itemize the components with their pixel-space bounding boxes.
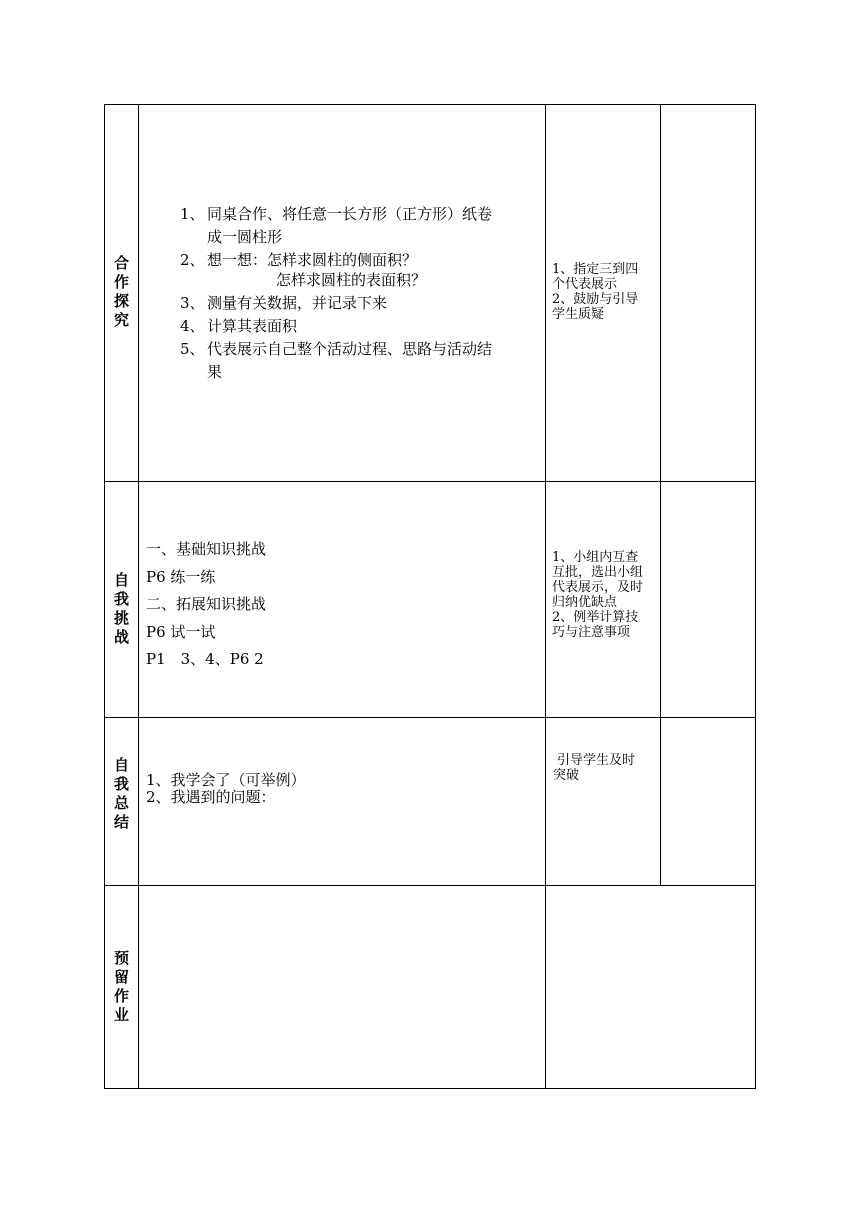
item-text: 成一圆柱形 <box>207 228 283 246</box>
challenge-line: P6 练一练 <box>146 567 216 586</box>
label-char: 结 <box>113 813 129 831</box>
table-border-top <box>104 104 756 105</box>
label-char: 探 <box>113 292 129 310</box>
note-line: 1、指定三到四 <box>552 262 639 277</box>
note-line: 2、鼓励与引导 <box>552 292 639 307</box>
label-char: 作 <box>113 273 129 291</box>
activity-item <box>180 203 542 249</box>
label-char: 我 <box>113 590 129 608</box>
item-text: 想一想：怎样求圆柱的侧面积？ <box>207 251 418 269</box>
column-divider <box>138 104 139 1089</box>
label-char: 自 <box>113 571 129 589</box>
note-line: 代表展示，及时 <box>552 580 644 595</box>
challenge-line: 一、基础知识挑战 <box>146 540 267 558</box>
item-number: 5、 <box>180 340 205 358</box>
challenge-line: P6 试一试 <box>146 622 216 641</box>
label-char: 合 <box>113 254 129 272</box>
activity-item <box>180 338 542 384</box>
row-label-cooperative-inquiry <box>105 254 138 330</box>
teacher-notes <box>552 550 656 640</box>
summary-line: 2、我遇到的问题： <box>146 788 276 806</box>
item-number: 1、 <box>180 205 205 223</box>
challenge-line: P1 3、4、P6 2 <box>146 650 264 668</box>
label-char: 自 <box>113 756 129 774</box>
row-divider <box>104 481 756 482</box>
row-label-self-challenge <box>105 571 138 647</box>
note-line: 突破 <box>553 768 580 783</box>
summary-list <box>146 772 536 806</box>
note-line: 学生质疑 <box>552 307 605 322</box>
item-number: 4、 <box>180 317 205 335</box>
table-border-right <box>755 104 756 1089</box>
note-line: 1、小组内互查 <box>552 550 639 565</box>
activity-item <box>180 292 542 315</box>
item-number: 2、 <box>180 251 205 269</box>
label-char: 总 <box>113 794 129 812</box>
note-line: 互批，选出小组 <box>552 565 644 580</box>
item-text: 果 <box>207 363 223 381</box>
label-char: 业 <box>113 1006 129 1024</box>
activity-item <box>180 315 542 338</box>
item-text: 代表展示自己整个活动过程、思路与活动结 <box>207 340 493 358</box>
note-line: 归纳优缺点 <box>552 595 618 610</box>
teacher-notes <box>553 753 657 783</box>
row-label-reserved-homework <box>105 949 138 1025</box>
item-text: 怎样求圆柱的表面积？ <box>276 271 427 289</box>
item-text: 计算其表面积 <box>207 317 298 335</box>
item-text: 测量有关数据，并记录下来 <box>207 294 388 312</box>
label-char: 挑 <box>113 609 129 627</box>
item-number: 3、 <box>180 294 205 312</box>
column-divider <box>660 104 661 886</box>
activity-list <box>180 203 542 384</box>
activity-item <box>180 249 542 292</box>
challenge-line: 二、拓展知识挑战 <box>146 595 267 613</box>
label-char: 我 <box>113 775 129 793</box>
label-char: 战 <box>113 628 129 646</box>
label-char: 作 <box>113 987 129 1005</box>
item-text: 同桌合作、将任意一长方形（正方形）纸卷 <box>207 205 493 223</box>
row-label-self-summary <box>105 756 138 832</box>
column-divider <box>545 104 546 1089</box>
note-line: 2、例举计算技 <box>552 610 639 625</box>
row-divider <box>104 717 756 718</box>
table-border-bottom <box>104 1088 756 1089</box>
note-line: 个代表展示 <box>552 277 618 292</box>
teacher-notes <box>552 262 656 322</box>
summary-line: 1、我学会了（可举例） <box>146 771 306 789</box>
challenge-list <box>146 536 536 674</box>
row-divider <box>104 885 756 886</box>
note-line: 巧与注意事项 <box>552 625 631 640</box>
label-char: 留 <box>113 968 129 986</box>
label-char: 预 <box>113 949 129 967</box>
label-char: 究 <box>113 311 129 329</box>
note-line: 引导学生及时 <box>557 753 636 768</box>
